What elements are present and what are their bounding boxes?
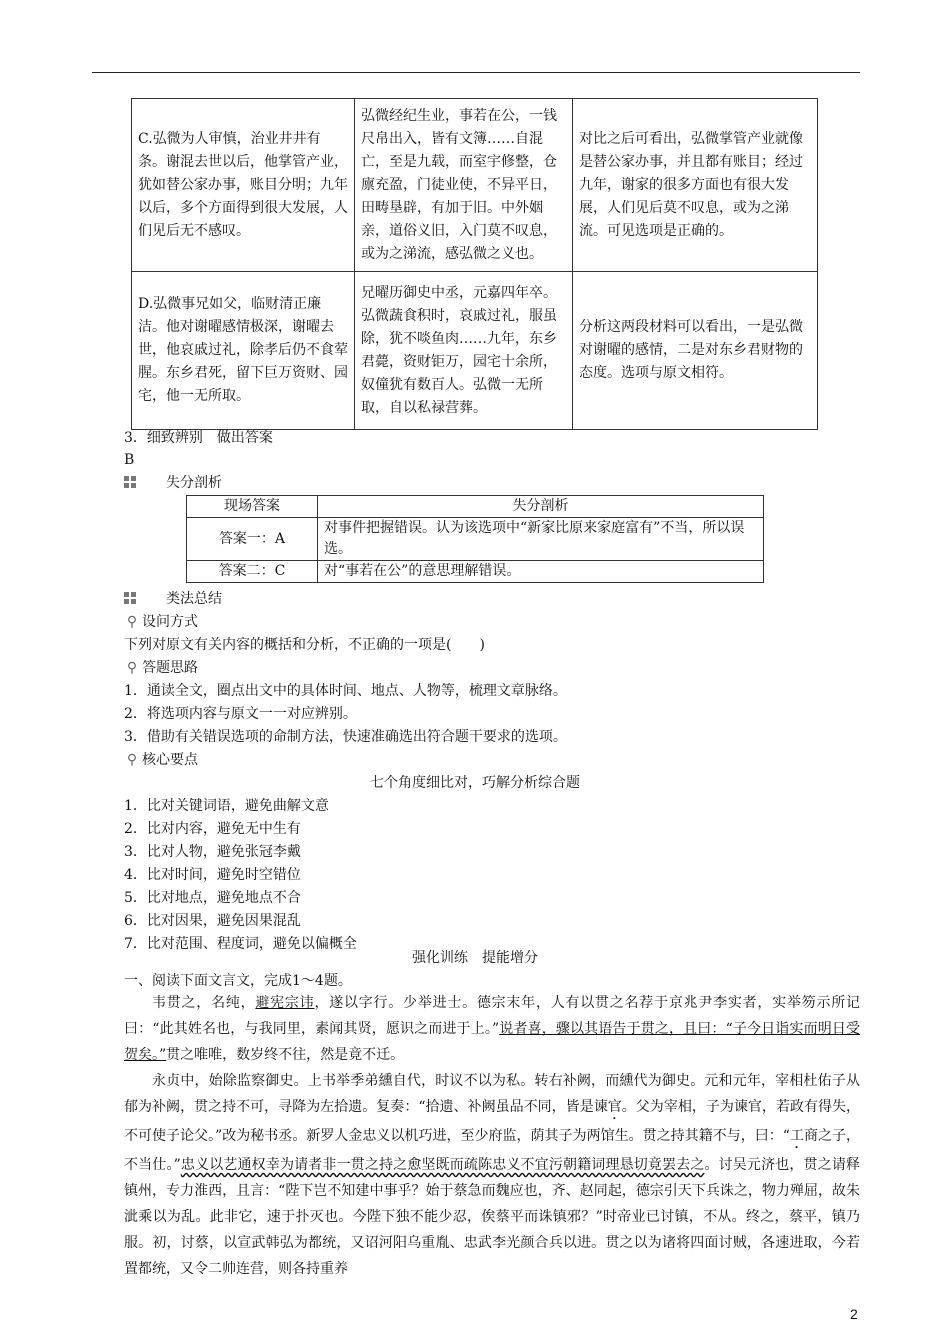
- loss-analysis-cell: 对事件把握错误。认为该选项中“新家比原来家庭富有”不当，所以误选。: [318, 518, 764, 561]
- passage-paragraph-1: [124, 990, 860, 1068]
- loss-heading: 失分剖析: [166, 475, 222, 491]
- option-cell: D.弘微事兄如父，临财清正廉洁。他对谢曜感情极深，谢曜去世，他哀戚过礼，除孝后仍不食荤腥。东乡君死，留下巨万资财、园宅，他一无所取。: [132, 272, 355, 430]
- passage-text: 永贞中，始除监察御史。上书举季弟纁自代，时议不以为私。转右补阙，而纁代为御史。元和元年，宰相杜佑子从郁为补阙，贯之持不可，寻降为左拾遗。复奏：“拾遗、补阙虽品不同，皆是谏: [124, 1073, 860, 1115]
- answer-text: B: [124, 452, 135, 468]
- approach-heading-row: [124, 657, 198, 679]
- passage-text: ，遂以字行。少举进士。德宗末年，人有以贯之名荐于京兆尹李实者，实举笏示所记曰：“此其姓名也，与我同里，素闻其贤，愿识之而进于上。”: [124, 995, 861, 1037]
- list-item: 4．比对时间，避免时空错位: [124, 867, 301, 883]
- table-row: [187, 561, 764, 583]
- passage-text: 韦贯之，名纯，: [152, 995, 256, 1011]
- wavy-underlined-text: 忠义以艺通权幸为请者非一贯之持之愈坚既而疏陈忠义不宜污朝籍词理恳切竟罢去之: [180, 1157, 705, 1173]
- list-item: 1．比对关键词语，避免曲解文意: [124, 798, 329, 814]
- loss-header-analysis: 失分剖析: [318, 496, 764, 518]
- step3-heading: 3．细致辨别 做出答案: [124, 430, 273, 446]
- loss-answer-cell: 答案一：A: [187, 518, 318, 561]
- table-row: [132, 99, 818, 272]
- analysis-cell: 分析这两段材料可以看出，一是弘微对谢曜的感情，二是对东乡君财物的态度。选项与原文相符。: [573, 272, 818, 430]
- list-item: 5．比对地点，避免地点不合: [124, 890, 301, 906]
- passage-paragraph-2: [124, 1068, 860, 1282]
- page-number: 2: [850, 1306, 858, 1322]
- underlined-sentence: 说者喜，骤以其语告于贯之，且曰：“子今日诣实而明日受贺矣。”: [124, 1021, 860, 1063]
- passage-text: 。讨吴元济也，贯之请释镇州，专力淮西，且言：“陛下岂不知建中事乎？始于蔡急而魏应也，齐、赵同起，德宗引天下兵诛之，物力殚屈，故朱泚乘以为乱。此非它，速于扑灭也。今陛下独不能少忍，俟蔡平而诛镇邪？”时帝业已讨镇，不从。终之，蔡平，镇乃服。初，讨蔡，以宣武韩弘为都统，又诏河阳乌重胤、忠武李光颜合兵以进。贯之以为诸将四面讨贼，各速进取，今若置都统，又令二帅连营，则各持重养: [124, 1157, 860, 1277]
- list-item: 3．比对人物，避免张冠李戴: [124, 844, 301, 860]
- q-style-heading-row: [124, 611, 198, 633]
- loss-heading-row: [124, 472, 222, 494]
- list-item: 2．将选项内容与原文一一对应辨别。: [124, 706, 357, 722]
- dotted-char: 官: [607, 1099, 622, 1115]
- section-square-icon: [124, 476, 136, 488]
- dotted-char: 工: [789, 1128, 804, 1144]
- table-row: [187, 496, 764, 518]
- loss-table: [186, 495, 764, 583]
- lightbulb-icon: ⚲: [126, 614, 138, 630]
- list-item: 7．比对范围、程度词，避免以偏概全: [124, 936, 357, 952]
- list-item: 1．通读全文，圈点出文中的具体时间、地点、人物等，梳理文章脉络。: [124, 683, 567, 699]
- source-cell: 弘微经纪生业，事若在公，一钱尺帛出入，皆有文簿……自混亡，至是九载，而室宇修整，仓廪充盈，门徒业使，不异平日，田畴垦辟，有加于旧。中外姻亲，道俗义旧，入门莫不叹息，或为之涕流，感弘微之义也。: [355, 99, 573, 272]
- lightbulb-icon: ⚲: [126, 660, 138, 676]
- lightbulb-icon: ⚲: [126, 752, 138, 768]
- analysis-table: [131, 98, 818, 430]
- method-heading-row: [124, 588, 222, 610]
- exercise-intro: 一、阅读下面文言文，完成1～4题。: [124, 973, 352, 989]
- list-item: 2．比对内容，避免无中生有: [124, 821, 301, 837]
- loss-analysis-cell: 对“事若在公”的意思理解错误。: [318, 561, 764, 583]
- header-rule: [92, 72, 860, 73]
- passage-text: 贯之唯唯，数岁终不往，然是竟不迁。: [166, 1047, 405, 1063]
- passage-text: 商之子，不当仕。”: [124, 1128, 861, 1173]
- core-title: 七个角度细比对，巧解分析综合题: [370, 775, 580, 791]
- list-item: 6．比对因果，避免因果混乱: [124, 913, 301, 929]
- q-style-heading: 设问方式: [142, 614, 198, 630]
- option-cell: C.弘微为人审慎，治业井井有条。谢混去世以后，他掌管产业，犹如替公家办事，账目分明；九年以后，多个方面得到很大发展，人们见后无不感叹。: [132, 99, 355, 272]
- core-heading: 核心要点: [142, 752, 198, 768]
- section-square-icon: [124, 592, 136, 604]
- loss-header-answer: 现场答案: [187, 496, 318, 518]
- list-item: 3．借助有关错误选项的命制方法，快速准确选出符合题干要求的选项。: [124, 729, 567, 745]
- source-cell: 兄曜历御史中丞，元嘉四年卒。弘微蔬食积时，哀戚过礼，服虽除，犹不啖鱼肉……九年，东乡君薨，资财钜万，园宅十余所，奴僮犹有数百人。弘微一无所取，自以私禄营葬。: [355, 272, 573, 430]
- table-row: [187, 518, 764, 561]
- table-row: [132, 272, 818, 430]
- analysis-cell: 对比之后可看出，弘微掌管产业就像是替公家办事，并且都有账目；经过九年，谢家的很多方面也有很大发展，人们见后莫不叹息，或为之涕流。可见选项是正确的。: [573, 99, 818, 272]
- q-style-text: 下列对原文有关内容的概括和分析，不正确的一项是( ): [124, 637, 485, 653]
- loss-answer-cell: 答案二：C: [187, 561, 318, 583]
- passage-text: 。父为宰相，子为谏官，若政有得失，不可使子论父。”改为秘书丞。新罗人金忠义以机巧进，至少府监，荫其子为两馆生。贯之持其籍不与，曰：“: [124, 1099, 861, 1144]
- training-title: 强化训练 提能增分: [412, 950, 538, 966]
- core-heading-row: [124, 749, 198, 771]
- method-heading: 类法总结: [166, 591, 222, 607]
- approach-heading: 答题思路: [142, 660, 198, 676]
- underlined-text: 避宪宗讳: [255, 995, 315, 1011]
